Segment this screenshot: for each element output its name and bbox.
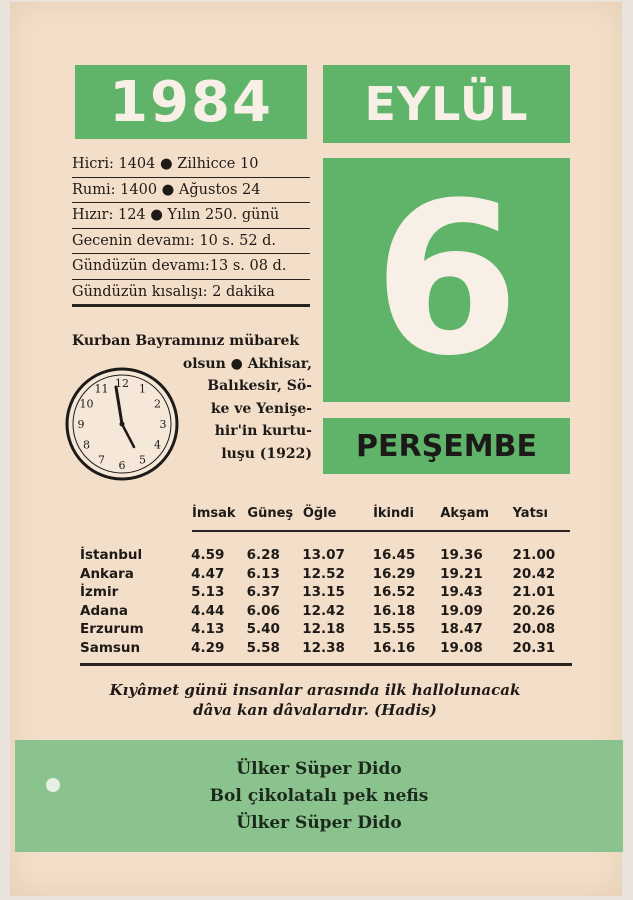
clock-numeral: 11 bbox=[94, 382, 109, 396]
month-box: EYLÜL bbox=[323, 65, 570, 143]
time-cell: 5.58 bbox=[246, 639, 280, 656]
note-line: Balıkesir, Sö- bbox=[207, 378, 312, 394]
time-cell: 4.47 bbox=[191, 565, 225, 582]
time-cell: 4.59 bbox=[191, 547, 225, 563]
time-cell: 4.29 bbox=[191, 639, 225, 656]
quote-line-1: Kıyâmet günü insanlar arasında ilk hallolunacak bbox=[109, 681, 521, 699]
time-cell: 19.43 bbox=[440, 584, 483, 600]
ad-line-3: Ülker Süper Dido bbox=[236, 812, 402, 833]
time-cell: 16.45 bbox=[372, 547, 416, 563]
time-cell: 16.18 bbox=[372, 602, 416, 619]
clock-numeral: 3 bbox=[159, 418, 167, 431]
time-cell: 5.40 bbox=[246, 621, 280, 637]
city-name: Adana bbox=[80, 602, 128, 619]
info-row-hicri: Hicri: 1404 ● Zilhicce 10 bbox=[72, 152, 310, 178]
info-row-night-length: Gecenin devamı: 10 s. 52 d. bbox=[72, 229, 310, 255]
time-cell: 21.01 bbox=[512, 584, 556, 600]
time-cell: 20.31 bbox=[512, 639, 556, 656]
clock-numeral: 8 bbox=[83, 438, 90, 452]
time-cell: 18.47 bbox=[440, 621, 483, 637]
prayer-times-header bbox=[192, 506, 570, 532]
table-bottom-rule bbox=[80, 663, 572, 666]
clock-numeral: 10 bbox=[79, 397, 94, 411]
table-row bbox=[80, 565, 570, 584]
time-cell: 12.38 bbox=[302, 639, 345, 656]
clock-numeral: 12 bbox=[115, 377, 129, 390]
table-row bbox=[80, 620, 570, 639]
clock-numeral: 9 bbox=[77, 418, 85, 431]
clock-numeral: 2 bbox=[154, 397, 161, 411]
time-cell: 20.42 bbox=[512, 565, 556, 582]
time-cell: 12.18 bbox=[302, 621, 345, 637]
header-yatsi: Yatsı bbox=[512, 506, 548, 521]
note-line: hir'in kurtu- bbox=[214, 423, 312, 439]
time-cell: 21.00 bbox=[512, 547, 556, 563]
advertisement-band bbox=[15, 740, 623, 852]
clock-numeral: 5 bbox=[139, 453, 146, 467]
time-cell: 19.08 bbox=[440, 639, 483, 656]
time-cell: 13.15 bbox=[302, 584, 345, 600]
time-cell: 6.06 bbox=[246, 602, 280, 619]
time-cell: 6.37 bbox=[246, 584, 280, 600]
clock-numeral: 6 bbox=[118, 459, 126, 472]
time-cell: 19.09 bbox=[440, 602, 483, 619]
time-cell: 5.13 bbox=[191, 584, 225, 600]
header-aksam: Akşam bbox=[440, 506, 490, 521]
header-imsak: İmsak bbox=[192, 506, 236, 521]
time-cell: 19.36 bbox=[440, 547, 483, 563]
weekday-box: PERŞEMBE bbox=[323, 418, 570, 474]
time-cell: 6.28 bbox=[246, 547, 280, 563]
city-name: Ankara bbox=[80, 565, 134, 582]
time-cell: 4.44 bbox=[191, 602, 225, 619]
ad-line-1: Ülker Süper Dido bbox=[236, 758, 402, 779]
time-cell: 16.29 bbox=[372, 565, 416, 582]
time-cell: 13.07 bbox=[302, 547, 345, 563]
time-cell: 16.52 bbox=[372, 584, 416, 600]
time-cell: 15.55 bbox=[372, 621, 416, 637]
city-name: İstanbul bbox=[80, 547, 143, 563]
clock-icon bbox=[62, 365, 182, 483]
note-line: luşu (1922) bbox=[221, 445, 312, 462]
note-line: ke ve Yenişe- bbox=[210, 400, 312, 417]
time-cell: 12.52 bbox=[302, 565, 345, 582]
table-row bbox=[80, 602, 570, 621]
time-cell: 16.16 bbox=[372, 639, 416, 656]
time-cell: 4.13 bbox=[191, 621, 225, 637]
city-name: Erzurum bbox=[80, 621, 144, 637]
info-row-rumi: Rumi: 1400 ● Ağustos 24 bbox=[72, 178, 310, 204]
time-cell: 19.21 bbox=[440, 565, 483, 582]
binding-hole bbox=[46, 778, 60, 792]
note-line: olsun ● Akhisar, bbox=[182, 355, 312, 372]
table-row bbox=[80, 583, 570, 602]
hadith-quote bbox=[40, 680, 590, 720]
clock-numeral: 1 bbox=[139, 382, 146, 396]
time-cell: 6.13 bbox=[246, 565, 280, 582]
header-gunes: Güneş bbox=[247, 506, 294, 521]
time-cell: 20.26 bbox=[512, 602, 556, 619]
info-row-hizir: Hızır: 124 ● Yılın 250. günü bbox=[72, 203, 310, 229]
note-line: Kurban Bayramınız mübarek bbox=[72, 333, 300, 349]
info-row-day-shortening: Gündüzün kısalışı: 2 dakika bbox=[72, 280, 310, 308]
calendar-info-list bbox=[72, 152, 310, 307]
day-number-box: 6 bbox=[323, 158, 570, 402]
time-cell: 20.08 bbox=[512, 621, 556, 637]
clock-numeral: 7 bbox=[98, 453, 105, 467]
quote-line-2: dâva kan dâvalarıdır. (Hadis) bbox=[193, 701, 437, 719]
city-name: İzmir bbox=[80, 584, 119, 600]
clock-numeral: 4 bbox=[154, 438, 161, 452]
info-row-day-length: Gündüzün devamı:13 s. 08 d. bbox=[72, 254, 310, 280]
prayer-times-table bbox=[80, 506, 570, 666]
year-box: 1984 bbox=[75, 65, 307, 139]
table-row bbox=[80, 546, 570, 565]
table-row bbox=[80, 639, 570, 658]
city-name: Samsun bbox=[80, 639, 141, 656]
time-cell: 12.42 bbox=[302, 602, 345, 619]
header-ogle: Öğle bbox=[302, 506, 337, 521]
ad-line-2: Bol çikolatalı pek nefis bbox=[209, 785, 429, 806]
header-ikindi: İkindi bbox=[373, 506, 415, 521]
